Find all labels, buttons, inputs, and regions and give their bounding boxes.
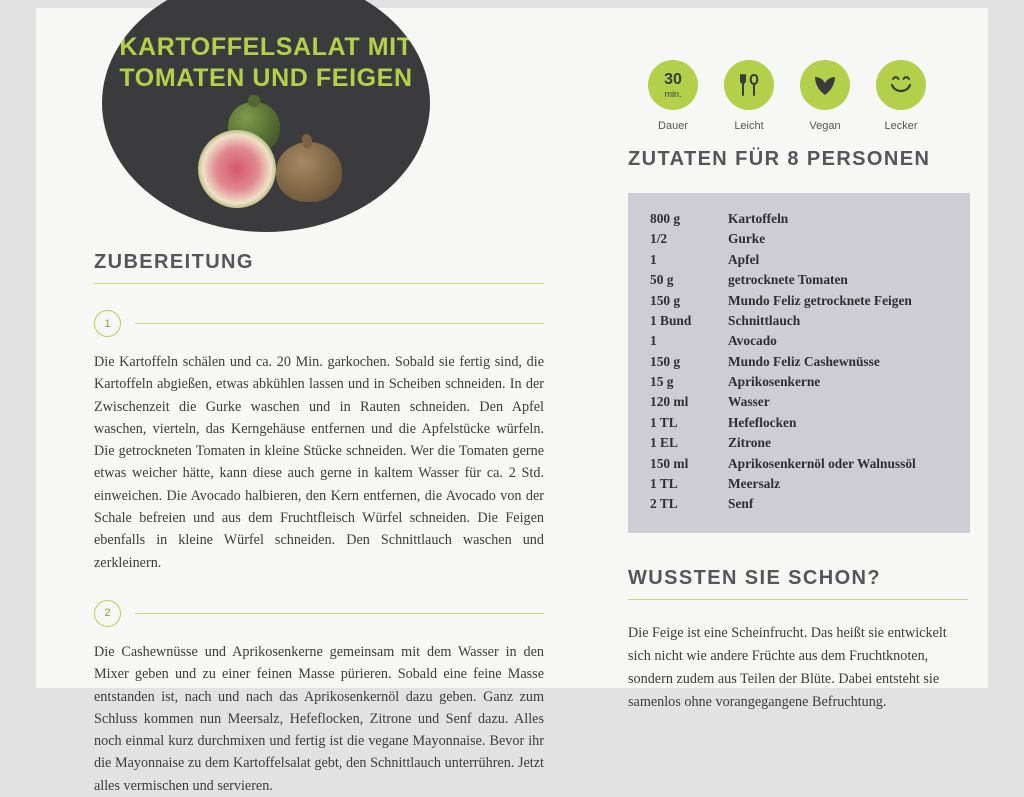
- ingredient-name: Aprikosenkernöl oder Walnussöl: [728, 455, 916, 471]
- list-item: [650, 229, 950, 249]
- recipe-badges: [648, 60, 968, 132]
- leaf-icon: [800, 60, 850, 110]
- ingredient-qty: 15 g: [650, 374, 674, 389]
- recipe-title-line2: TOMATEN UND FEIGEN: [119, 63, 413, 92]
- badge-difficulty-label: Leicht: [734, 120, 764, 132]
- recipe-title-line1: KARTOFFELSALAT MIT: [119, 33, 413, 61]
- ingredient-qty: 1 EL: [650, 435, 678, 451]
- badge-tasty: [876, 60, 926, 132]
- preparation-step-2: [94, 600, 544, 797]
- step-1-divider: [135, 323, 544, 324]
- ingredient-qty: 120 ml: [650, 394, 689, 410]
- list-item: [650, 291, 950, 311]
- badge-duration-value: 30: [664, 70, 682, 88]
- ingredient-name: Gurke: [728, 231, 766, 247]
- didyouknow-heading: WUSSTEN SIE SCHON?: [628, 566, 881, 589]
- badge-vegan-label: Vegan: [809, 120, 841, 132]
- ingredient-qty: 1: [650, 333, 657, 349]
- recipe-title: [102, 32, 430, 93]
- ingredient-name: Zitrone: [728, 435, 771, 451]
- list-item: [650, 413, 950, 433]
- badge-vegan: [800, 60, 850, 132]
- ingredient-qty: 1 Bund: [650, 312, 692, 328]
- ingredient-qty: 50 g: [650, 272, 674, 288]
- ingredient-name: getrocknete Tomaten: [728, 272, 848, 288]
- list-item: [650, 474, 950, 494]
- ingredient-name: Wasser: [728, 394, 770, 410]
- step-2-header: [94, 600, 544, 627]
- ingredient-qty: 150 g: [650, 292, 681, 308]
- list-item: [650, 311, 950, 331]
- step-2-number: 2: [94, 600, 121, 627]
- badge-tasty-label: Lecker: [884, 120, 918, 132]
- list-item: [650, 352, 950, 372]
- ingredient-name: Mundo Feliz getrocknete Feigen: [728, 292, 912, 308]
- ingredient-name: Meersalz: [728, 475, 781, 491]
- ingredients-section: [628, 148, 968, 714]
- step-2-divider: [135, 613, 544, 614]
- ingredient-name: Hefeflocken: [728, 414, 797, 430]
- clock-icon: [648, 60, 698, 110]
- fig-halved-icon: [198, 130, 276, 208]
- ingredient-qty: 1: [650, 251, 657, 267]
- preparation-section: [94, 251, 544, 797]
- list-item: [650, 209, 950, 229]
- list-item: [650, 494, 950, 514]
- list-item: [650, 270, 950, 290]
- ingredient-name: Schnittlauch: [728, 312, 801, 328]
- cutlery-icon: [724, 60, 774, 110]
- step-2-text: Die Cashewnüsse und Aprikosenkerne gemeinsam mit dem Wasser in den Mixer geben und zu einer feinen Masse pürieren. Sobald eine feine Masse entstanden ist, nach und nach das Aprikosenkernöl dazu geben. Ganz zum Schluss kommen nun Meersalz, Hefeflocken, Zitrone und Senf dazu. Alles noch einmal kurz durchmixen und fertig ist die vegane Mayonnaise. Bevor ihr die Mayonnaise zu dem Kartoffelsalat gebt, den Schnittlauch unterrühren. Jetzt alles vermischen und servieren.: [94, 643, 544, 794]
- hero-banner: [102, 0, 430, 232]
- ingredient-qty: 1 TL: [650, 475, 678, 491]
- preparation-step-1: [94, 310, 544, 574]
- badge-difficulty: [724, 60, 774, 132]
- didyouknow-divider: [628, 599, 968, 600]
- ingredient-qty: 2 TL: [650, 496, 678, 512]
- didyouknow-text: Die Feige ist eine Scheinfrucht. Das heißt sie entwickelt sich nicht wie andere Früchte aus dem Fruchtknoten, sondern zudem aus Teilen der Blüte. Dabei entsteht sie samenlos ohne vorangegangene Befruchtung.: [628, 624, 947, 710]
- didyouknow-section: [628, 567, 968, 714]
- recipe-page: [36, 8, 988, 794]
- ingredients-list: [628, 193, 970, 533]
- ingredient-name: Apfel: [728, 251, 760, 267]
- ingredient-qty: 150 g: [650, 353, 681, 369]
- badge-duration: [648, 60, 698, 132]
- ingredient-name: Aprikosenkerne: [728, 374, 821, 389]
- ingredient-qty: 1/2: [650, 231, 668, 247]
- ingredients-heading: ZUTATEN FÜR 8 PERSONEN: [628, 148, 931, 170]
- figs-illustration: [180, 102, 360, 212]
- list-item: [650, 372, 950, 392]
- badge-duration-unit: min.: [664, 88, 682, 99]
- preparation-divider: [94, 283, 544, 284]
- ingredient-qty: 150 ml: [650, 455, 689, 471]
- ingredient-name: Kartoffeln: [728, 211, 789, 226]
- ingredient-name: Senf: [728, 496, 754, 512]
- smiley-icon: [876, 60, 926, 110]
- list-item: [650, 454, 950, 474]
- ingredient-name: Avocado: [728, 333, 777, 349]
- fig-dried-icon: [276, 142, 342, 202]
- step-1-header: [94, 310, 544, 337]
- list-item: [650, 392, 950, 412]
- list-item: [650, 250, 950, 270]
- list-item: [650, 331, 950, 351]
- ingredient-qty: 800 g: [650, 211, 681, 226]
- ingredient-qty: 1 TL: [650, 414, 678, 430]
- preparation-heading: ZUBEREITUNG: [94, 251, 254, 273]
- step-1-number: 1: [94, 310, 121, 337]
- ingredient-name: Mundo Feliz Cashewnüsse: [728, 353, 880, 369]
- list-item: [650, 433, 950, 453]
- step-1-text: Die Kartoffeln schälen und ca. 20 Min. garkochen. Sobald sie fertig sind, die Kartoffeln abgießen, etwas abkühlen lassen und in Scheiben schneiden. In der Zwischenzeit die Gurke waschen und in Rauten schneiden. Den Apfel waschen, vierteln, das Kerngehäuse entfernen und die Apfelstücke würfeln. Die getrockneten Tomaten in kleine Stücke schneiden. Wer die Tomaten gerne etwas weicher hätte, kann diese auch gerne in kaltem Wasser für ca. 2 Std. einweichen. Die Avocado halbieren, den Kern entfernen, die Avocado von der Schale befreien und aus dem Fruchtfleisch Würfel schneiden. Die Feigen ebenfalls in kleine Würfel schneiden. Den Schnittlauch waschen und zerkleinern.: [94, 354, 544, 571]
- badge-duration-label: Dauer: [658, 120, 688, 132]
